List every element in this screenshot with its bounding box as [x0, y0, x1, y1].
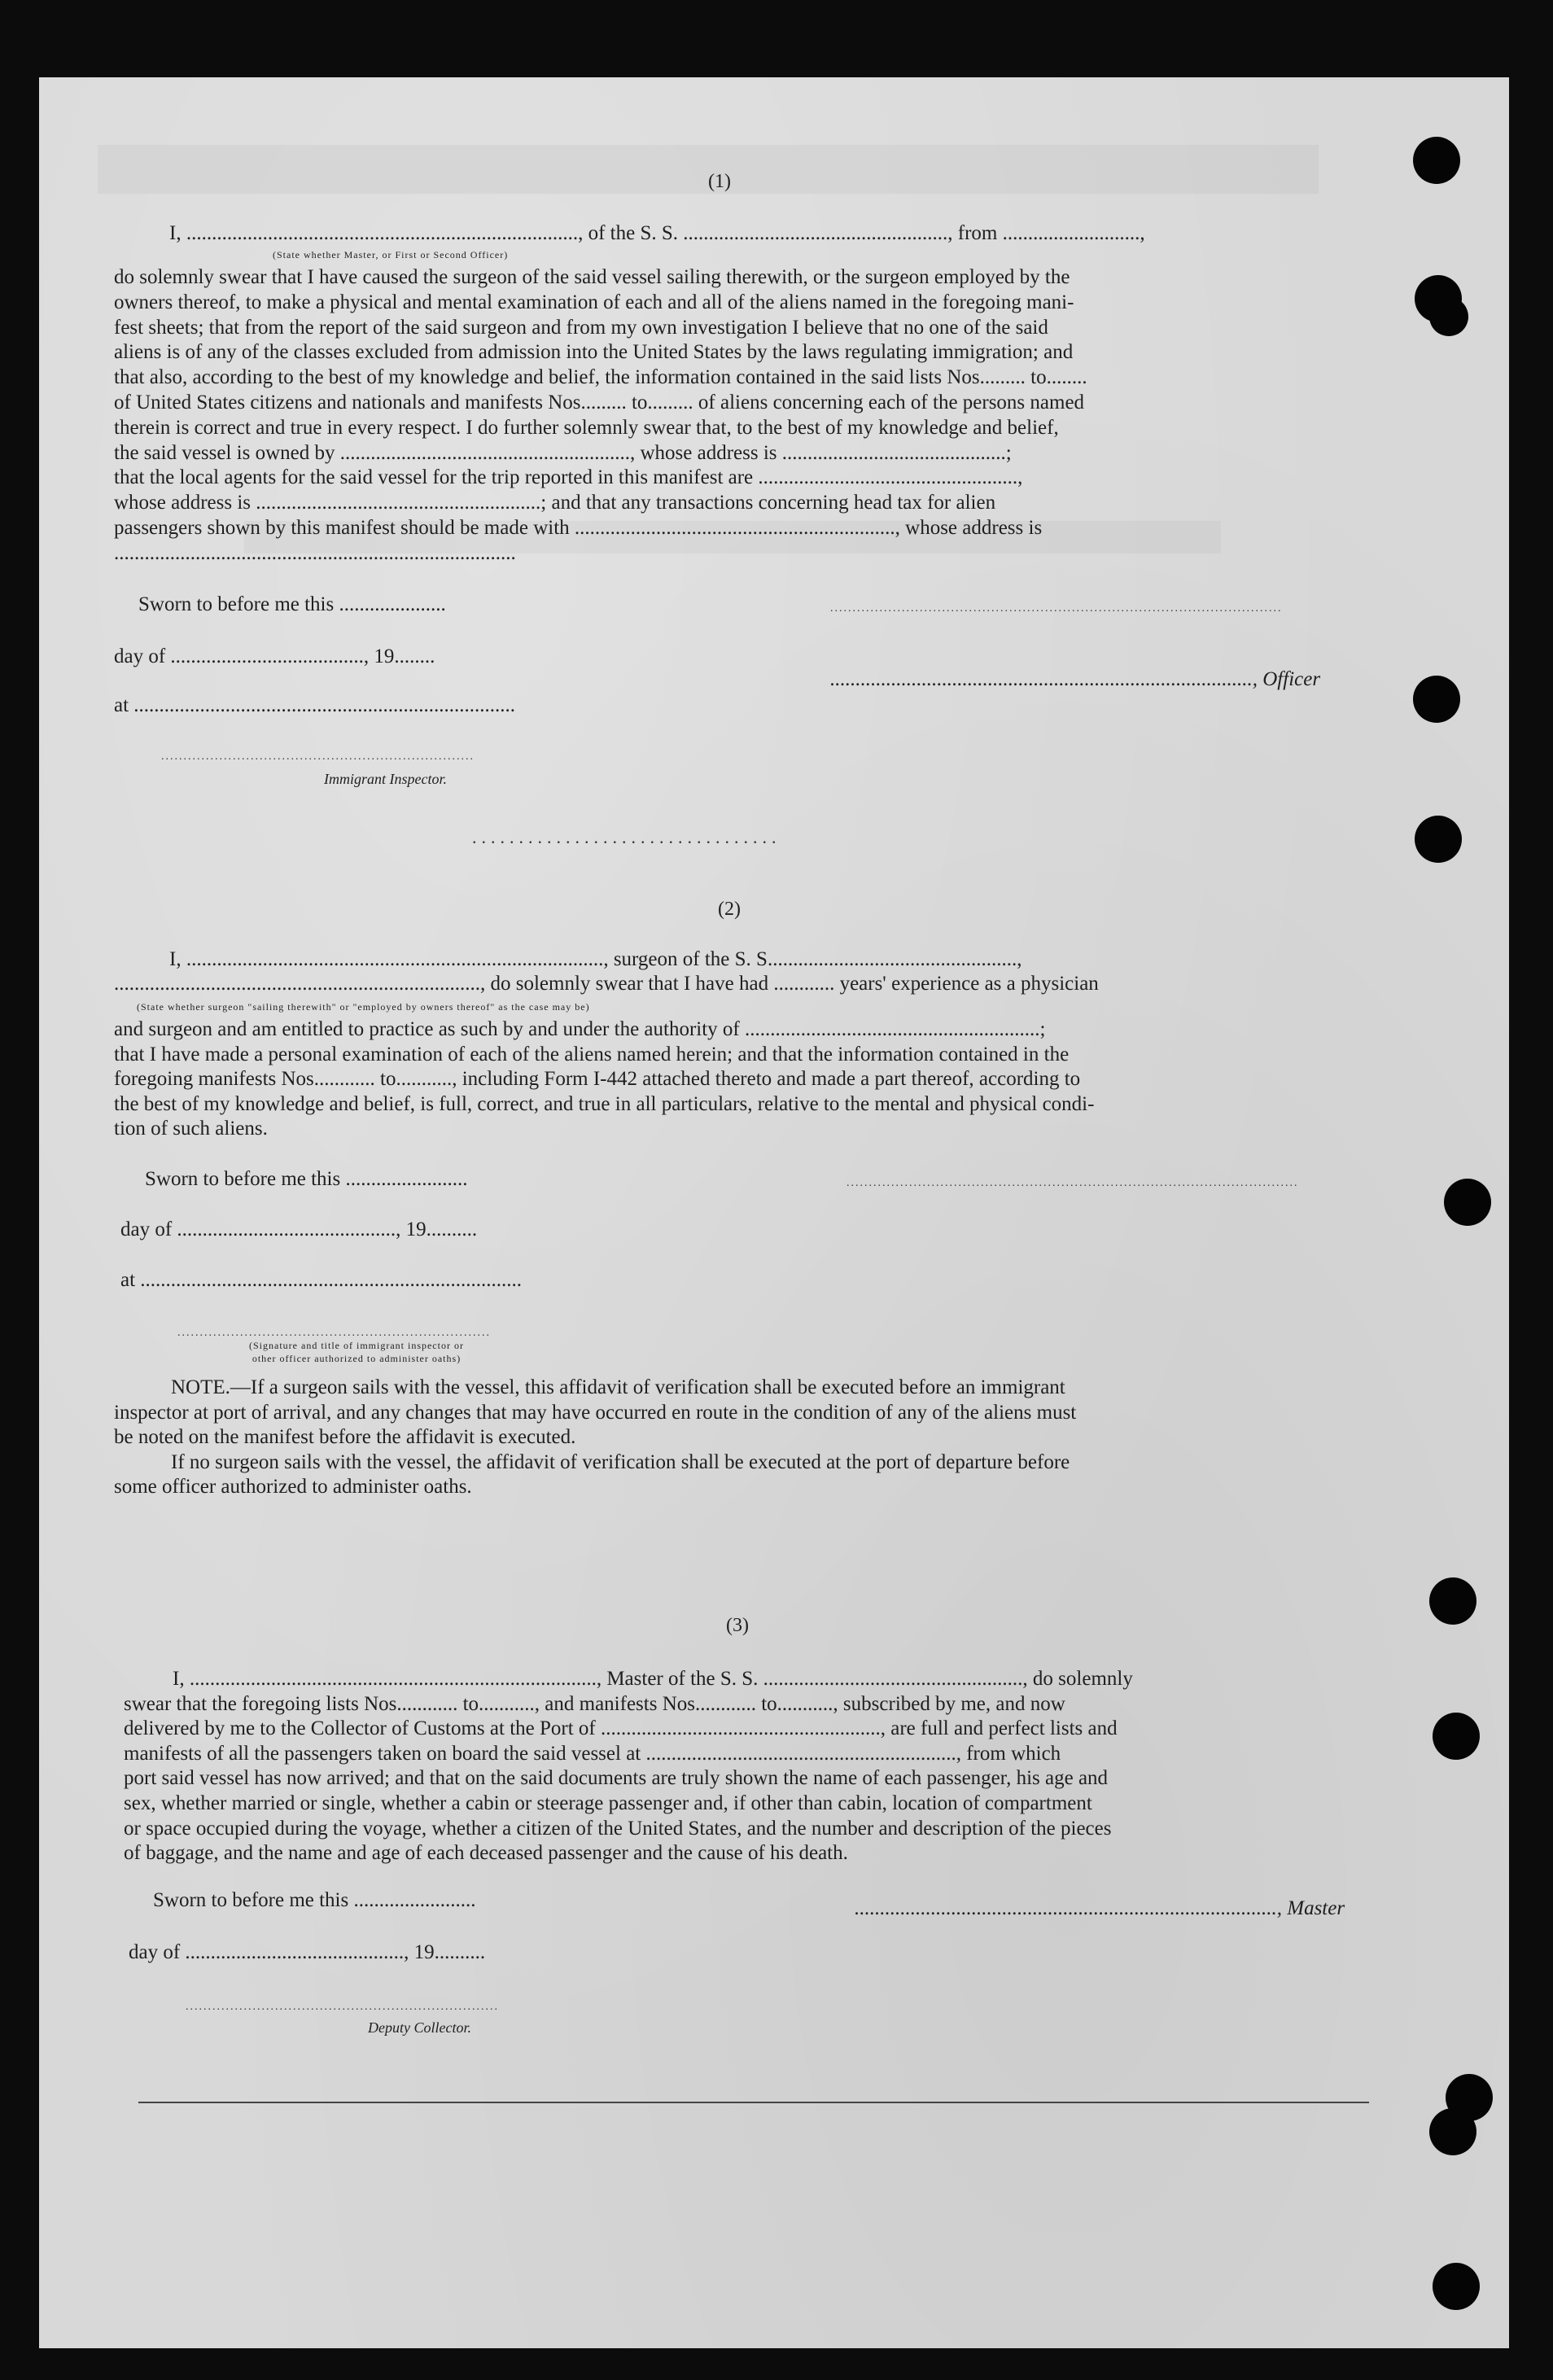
text-line: owners thereof, to make a physical and mental examination of each and all of the aliens named in the foregoing mani-: [114, 291, 1074, 313]
section-2-signature-caption-2: other officer authorized to administer oaths): [252, 1353, 462, 1364]
text-line: the said vessel is owned by ........................................................., whose address is ............................................;: [114, 441, 1012, 464]
section-2-surgeon-note: (State whether surgeon "sailing therewith" or "employed by owners thereof" as the case may be): [137, 1001, 590, 1013]
punch-hole: [1429, 297, 1468, 336]
section-2-day-line: day of ..........................................., 19..........: [120, 1218, 478, 1240]
text-line: sex, whether married or single, whether a cabin or steerage passenger and, if other than cabin, location of compartment: [124, 1792, 1092, 1814]
punch-hole: [1413, 676, 1460, 723]
section-3-deputy-caption: Deputy Collector.: [368, 2019, 471, 2036]
text-line: inspector at port of arrival, and any changes that may have occurred en route in the condition of any of the aliens must: [114, 1401, 1077, 1424]
punch-hole: [1415, 816, 1462, 863]
section-1-inspector-caption: Immigrant Inspector.: [324, 771, 447, 787]
punch-hole: [1433, 2263, 1480, 2310]
text-line: some officer authorized to administer oaths.: [114, 1476, 472, 1498]
section-2-opening-line: I, .................................................................................., surgeon of the S. S.................................................,: [169, 948, 1022, 970]
section-1-day-line: day of ......................................, 19........: [114, 645, 435, 667]
section-1-oath-text: [114, 265, 1359, 567]
text-line: foregoing manifests Nos............ to..........., including Form I-442 attached thereto and made a part thereof, according to: [114, 1068, 1081, 1090]
section-3-deputy-dots: ......................................................................: [186, 2001, 499, 2013]
section-1-number: (1): [708, 171, 731, 192]
section-1-sworn-line: Sworn to before me this .....................: [138, 593, 446, 615]
section-2-signature-caption-1: (Signature and title of immigrant inspector or: [249, 1340, 464, 1351]
text-line: fest sheets; that from the report of the said surgeon and from my own investigation I believe that no one of the said: [114, 316, 1048, 339]
text-line: aliens is of any of the classes excluded from admission into the United States by the laws regulating immigration; and: [114, 341, 1074, 364]
text-line: I, ................................................................................, Master of the S. S. ..................................................., do solemnly: [173, 1668, 1133, 1690]
section-3-sworn-line: Sworn to before me this ........................: [153, 1889, 476, 1911]
text-line: manifests of all the passengers taken on board the said vessel at ............................................................., from which: [124, 1742, 1061, 1765]
section-1-inspector-dots: ......................................................................: [161, 750, 475, 763]
text-line: of United States citizens and nationals and manifests Nos......... to......... of aliens concerning each of the persons named: [114, 391, 1085, 413]
text-line: do solemnly swear that I have caused the surgeon of the said vessel sailing therewith, or the surgeon employed by the: [114, 266, 1070, 288]
text-line: whose address is ........................................................; and that any transactions concerning head tax for alien: [114, 492, 996, 514]
text-line: that also, according to the best of my knowledge and belief, the information contained in the said lists Nos......... to........: [114, 366, 1087, 389]
text-line: of baggage, and the name and age of each deceased passenger and the cause of his death.: [124, 1842, 848, 1865]
text-line: and surgeon and am entitled to practice as such by and under the authority of ..........................................................;: [114, 1018, 1046, 1040]
text-line: swear that the foregoing lists Nos............ to..........., and manifests Nos............ to..........., subscribed by me, and now: [124, 1692, 1065, 1715]
text-line: If no surgeon sails with the vessel, the affidavit of verification shall be executed at the port of departure before: [171, 1450, 1070, 1473]
text-line: that I have made a personal examination of each of the aliens named herein; and that the information contained in the: [114, 1043, 1070, 1065]
section-3-oath-text: [124, 1667, 1377, 1866]
text-line: that the local agents for the said vessel for the trip reported in this manifest are ...................................................,: [114, 466, 1023, 489]
section-2-sworn-line: Sworn to before me this ........................: [145, 1168, 468, 1190]
section-1-signature-dots: .....................................................................................................: [830, 602, 1283, 615]
punch-hole: [1413, 137, 1460, 184]
section-2-at-line: at ...........................................................................: [120, 1269, 523, 1291]
text-line: tion of such aliens.: [114, 1118, 268, 1140]
section-1-at-line: at ...........................................................................: [114, 694, 516, 716]
punch-hole: [1444, 1179, 1491, 1226]
text-line: the best of my knowledge and belief, is full, correct, and true in all particulars, relative to the mental and physical condi-: [114, 1092, 1095, 1115]
text-line: therein is correct and true in every respect. I do further solemnly swear that, to the best of my knowledge and belief,: [114, 416, 1059, 439]
section-1-officer-line: ..................................................................................., Officer: [830, 668, 1321, 690]
punch-hole: [1433, 1713, 1480, 1760]
section-2-oath-text: [114, 1017, 1367, 1142]
text-line: passengers shown by this manifest should be made with ..............................................................., whose address is: [114, 516, 1043, 539]
section-2-number: (2): [718, 899, 741, 920]
section-1-opening-line: I, ............................................................................., of the S. S. ...................................................., from ...........................,: [169, 222, 1145, 244]
punch-hole: [1429, 2108, 1476, 2155]
text-line: delivered by me to the Collector of Customs at the Port of ......................................................., are full and perfect lists and: [124, 1717, 1118, 1740]
punch-hole: [1429, 1577, 1476, 1625]
bottom-rule: [138, 2102, 1369, 2103]
section-3-number: (3): [726, 1615, 749, 1636]
section-2-signature-caption-dots: ......................................................................: [177, 1327, 491, 1339]
section-2-second-line: ........................................................................, do solemnly swear that I have had ............ years' experience as a physician: [114, 973, 1099, 995]
text-line: port said vessel has now arrived; and that on the said documents are truly shown the name of each passenger, his age and: [124, 1767, 1109, 1790]
section-3-master-line: ..................................................................................., Master: [855, 1897, 1345, 1919]
text-line: or space occupied during the voyage, whether a citizen of the United States, and the number and description of the pieces: [124, 1817, 1112, 1840]
section-2-signature-dots: .....................................................................................................: [846, 1177, 1299, 1189]
section-1-officer-note: (State whether Master, or First or Second Officer): [273, 249, 509, 260]
section-divider-dots: .................................: [472, 827, 781, 847]
text-line: NOTE.—If a surgeon sails with the vessel, this affidavit of verification shall be executed before an immigrant: [171, 1376, 1065, 1398]
section-3-day-line: day of ..........................................., 19..........: [129, 1941, 486, 1963]
section-2-note: [114, 1376, 1367, 1500]
text-line: be noted on the manifest before the affidavit is executed.: [114, 1426, 576, 1448]
text-line: ...............................................................................: [114, 541, 516, 564]
